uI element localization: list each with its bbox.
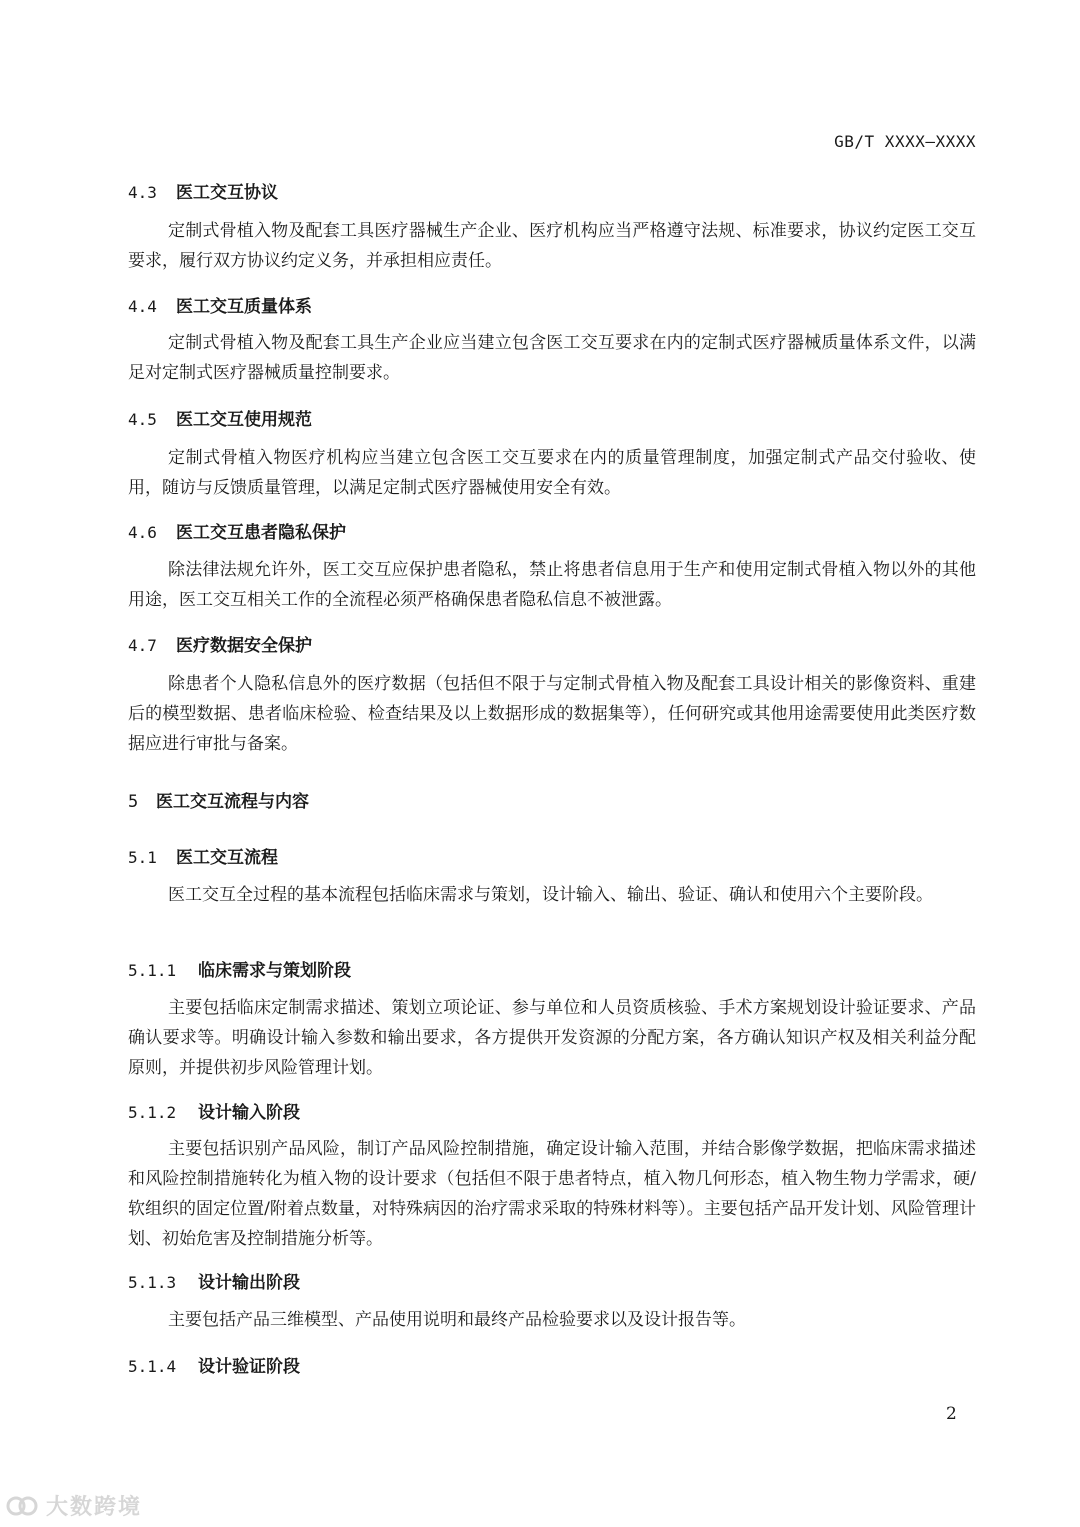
watermark-logo-icon: [6, 1494, 40, 1518]
paragraph-4-4: 定制式骨植入物及配套工具生产企业应当建立包含医工交互要求在内的定制式医疗器械质量体系文件，以满足对定制式医疗器械质量控制要求。: [128, 333, 976, 383]
paragraph-5-1-3: 主要包括产品三维模型、产品使用说明和最终产品检验要求以及设计报告等。: [168, 1310, 746, 1330]
section-title: 医疗数据安全保护: [176, 636, 312, 656]
page-number: 2: [946, 1404, 957, 1424]
watermark-text: 大数跨境: [46, 1495, 143, 1520]
section-number: 5.1.1: [128, 961, 177, 980]
heading-4-5: [128, 405, 312, 430]
watermark: [6, 1490, 142, 1521]
section-number: 4.3: [128, 183, 157, 202]
section-number: 4.6: [128, 523, 157, 542]
paragraph-5-1-2: 主要包括识别产品风险，制订产品风险控制措施，确定设计输入范围，并结合影像学数据，把临床需求描述和风险控制措施转化为植入物的设计要求（包括但不限于患者特点，植入物几何形态，植入物生物力学需求，硬/软组织的固定位置/附着点数量，对特殊病因的治疗需求采取的特殊材料等）。主要包括产品开发计划、风险管理计划、初始危害及控制措施分析等。: [128, 1139, 976, 1249]
paragraph-5-1: 医工交互全过程的基本流程包括临床需求与策划，设计输入、输出、验证、确认和使用六个主要阶段。: [168, 885, 933, 905]
section-title: 医工交互流程: [176, 848, 278, 868]
heading-4-3: [128, 178, 278, 203]
section-title: 设计输出阶段: [198, 1273, 300, 1293]
section-number: 5.1.4: [128, 1357, 177, 1376]
heading-5-1-2: [128, 1098, 300, 1123]
section-number: 5.1: [128, 848, 157, 867]
paragraph-5-1-1: 主要包括临床定制需求描述、策划立项论证、参与单位和人员资质核验、手术方案规划设计验证要求、产品确认要求等。明确设计输入参数和输出要求，各方提供开发资源的分配方案，各方确认知识产权及相关利益分配原则，并提供初步风险管理计划。: [128, 998, 976, 1078]
section-title: 医工交互使用规范: [176, 410, 312, 430]
section-title: 设计验证阶段: [198, 1357, 300, 1377]
section-title: 医工交互患者隐私保护: [176, 523, 346, 543]
section-number: 4.4: [128, 297, 157, 316]
heading-5: [128, 787, 309, 812]
section-number: 5.1.3: [128, 1273, 177, 1292]
section-number: 4.5: [128, 410, 157, 429]
section-title: 临床需求与策划阶段: [198, 961, 351, 981]
section-title: 医工交互质量体系: [176, 297, 312, 317]
paragraph-4-6: 除法律法规允许外，医工交互应保护患者隐私，禁止将患者信息用于生产和使用定制式骨植入物以外的其他用途，医工交互相关工作的全流程必须严格确保患者隐私信息不被泄露。: [128, 560, 976, 610]
heading-5-1-3: [128, 1268, 300, 1293]
heading-4-6: [128, 518, 346, 543]
section-title: 医工交互流程与内容: [156, 792, 309, 812]
paragraph-4-7: 除患者个人隐私信息外的医疗数据（包括但不限于与定制式骨植入物及配套工具设计相关的影像资料、重建后的模型数据、患者临床检验、检查结果及以上数据形成的数据集等），任何研究或其他用途需要使用此类医疗数据应进行审批与备案。: [128, 674, 976, 754]
section-number: 4.7: [128, 636, 157, 655]
section-number: 5.1.2: [128, 1103, 177, 1122]
document-code: GB/T XXXX—XXXX: [834, 132, 976, 151]
heading-5-1-4: [128, 1352, 300, 1377]
section-title: 设计输入阶段: [198, 1103, 300, 1123]
paragraph-4-3: 定制式骨植入物及配套工具医疗器械生产企业、医疗机构应当严格遵守法规、标准要求，协议约定医工交互要求，履行双方协议约定义务，并承担相应责任。: [128, 221, 976, 271]
section-number: 5: [128, 792, 139, 812]
section-title: 医工交互协议: [176, 183, 278, 203]
heading-5-1: [128, 843, 278, 868]
heading-4-4: [128, 292, 312, 317]
heading-5-1-1: [128, 956, 351, 981]
heading-4-7: [128, 631, 312, 656]
paragraph-4-5: 定制式骨植入物医疗机构应当建立包含医工交互要求在内的质量管理制度，加强定制式产品交付验收、使用，随访与反馈质量管理，以满足定制式医疗器械使用安全有效。: [128, 448, 976, 498]
